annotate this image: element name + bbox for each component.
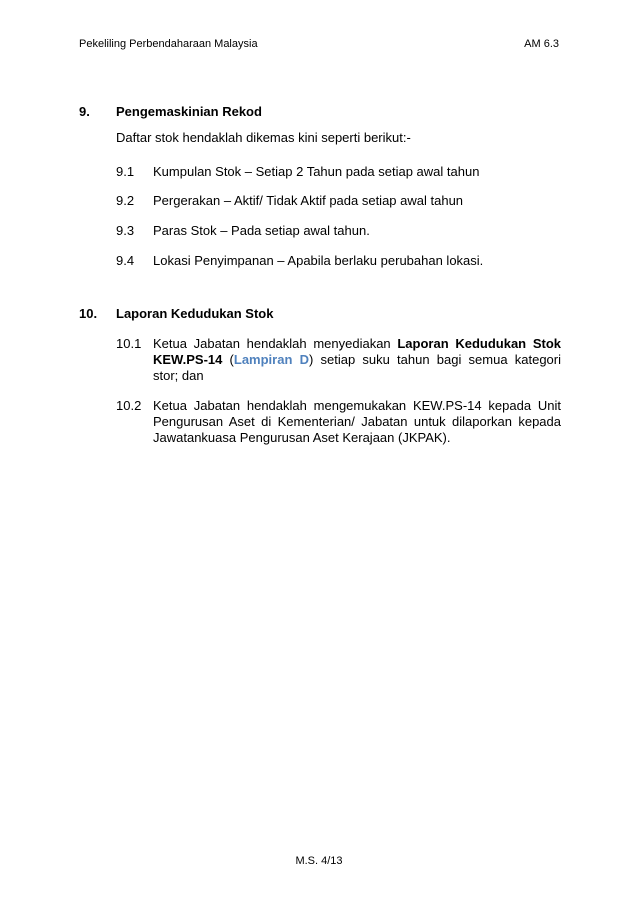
item-9-2-number: 9.2 bbox=[116, 193, 135, 208]
item-9-1-number: 9.1 bbox=[116, 164, 135, 179]
item-10-1-bold: Laporan Kedudukan Stok KEW.PS-14 bbox=[153, 336, 561, 367]
item-9-3-text: Paras Stok – Pada setiap awal tahun. bbox=[153, 223, 370, 238]
section-9-number: 9. bbox=[79, 104, 90, 119]
item-9-3-number: 9.3 bbox=[116, 223, 135, 238]
header-right: AM 6.3 bbox=[524, 38, 559, 50]
section-9-title: Pengemaskinian Rekod bbox=[116, 104, 262, 119]
page-number: M.S. 4/13 bbox=[295, 855, 343, 867]
header-left: Pekeliling Perbendaharaan Malaysia bbox=[79, 38, 258, 50]
item-9-2-text: Pergerakan – Aktif/ Tidak Aktif pada setiap awal tahun bbox=[153, 193, 464, 208]
lampiran-d-link[interactable]: Lampiran D bbox=[233, 352, 309, 367]
item-10-1-text bbox=[153, 336, 561, 384]
item-10-2-number: 10.2 bbox=[116, 398, 142, 413]
item-10-1-number: 10.1 bbox=[116, 336, 142, 351]
section-10-number: 10. bbox=[79, 306, 98, 321]
item-10-2-text: Ketua Jabatan hendaklah mengemukakan KEW.PS-14 kepada Unit Pengurusan Aset di Kementerian/ Jabatan untuk dilaporkan kepada Jawatankuasa Pengurusan Aset Kerajaan (JKPAK). bbox=[153, 398, 561, 445]
item-10-1-text-a: Ketua Jabatan hendaklah menyediakan bbox=[153, 336, 398, 351]
item-10-1-text-b: ( bbox=[222, 352, 234, 367]
item-9-4-number: 9.4 bbox=[116, 253, 135, 268]
section-9-intro: Daftar stok hendaklah dikemas kini seperti berikut:- bbox=[116, 130, 411, 145]
item-10-1-text-c: ) setiap suku tahun bagi semua kategori stor; dan bbox=[153, 352, 561, 383]
item-9-4-text: Lokasi Penyimpanan – Apabila berlaku perubahan lokasi. bbox=[153, 253, 484, 268]
section-10-title: Laporan Kedudukan Stok bbox=[116, 306, 274, 321]
item-9-1-text: Kumpulan Stok – Setiap 2 Tahun pada setiap awal tahun bbox=[153, 164, 480, 179]
